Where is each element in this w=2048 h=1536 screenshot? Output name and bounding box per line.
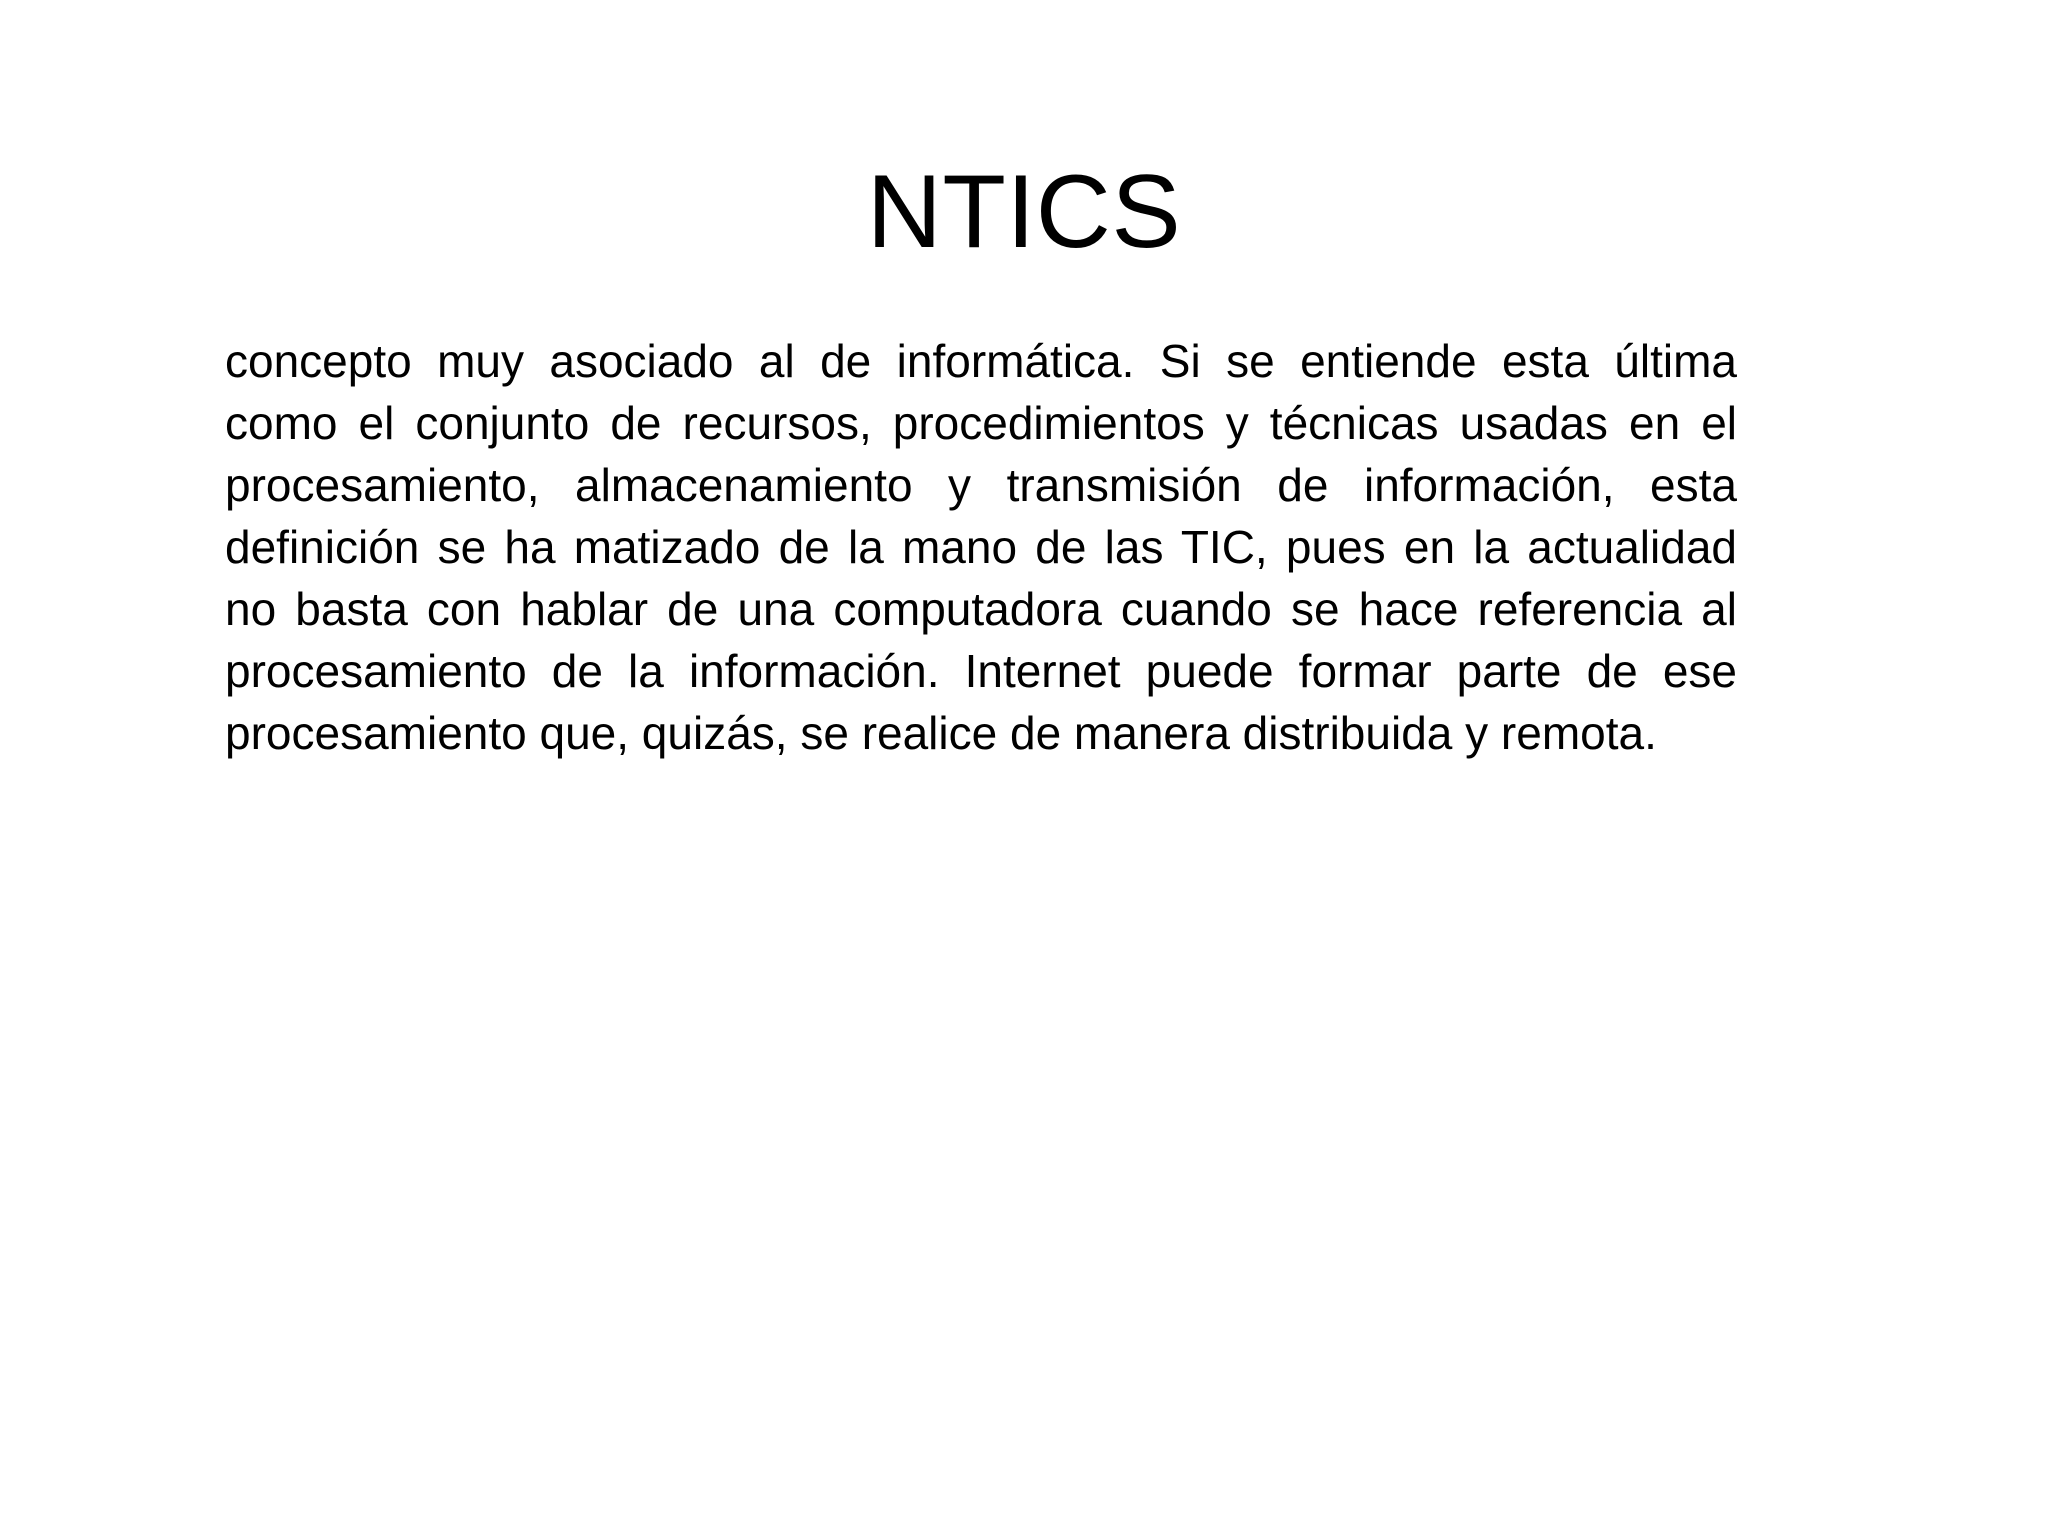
body-line: procesamiento, almacenamiento y transmisión de información, esta xyxy=(225,459,1737,511)
body-line: definición se ha matizado de la mano de las TIC, pues en la actualidad xyxy=(225,521,1737,573)
body-line: procesamiento de la información. Internet puede formar parte de ese xyxy=(225,645,1737,697)
slide-body xyxy=(225,330,1737,764)
body-line: concepto muy asociado al de informática. Si se entiende esta última xyxy=(225,335,1737,387)
body-line: procesamiento que, quizás, se realice de manera distribuida y remota. xyxy=(225,707,1657,759)
body-line: como el conjunto de recursos, procedimientos y técnicas usadas en el xyxy=(225,397,1737,449)
body-line: no basta con hablar de una computadora cuando se hace referencia al xyxy=(225,583,1737,635)
slide-title: NTICS xyxy=(866,154,1182,270)
